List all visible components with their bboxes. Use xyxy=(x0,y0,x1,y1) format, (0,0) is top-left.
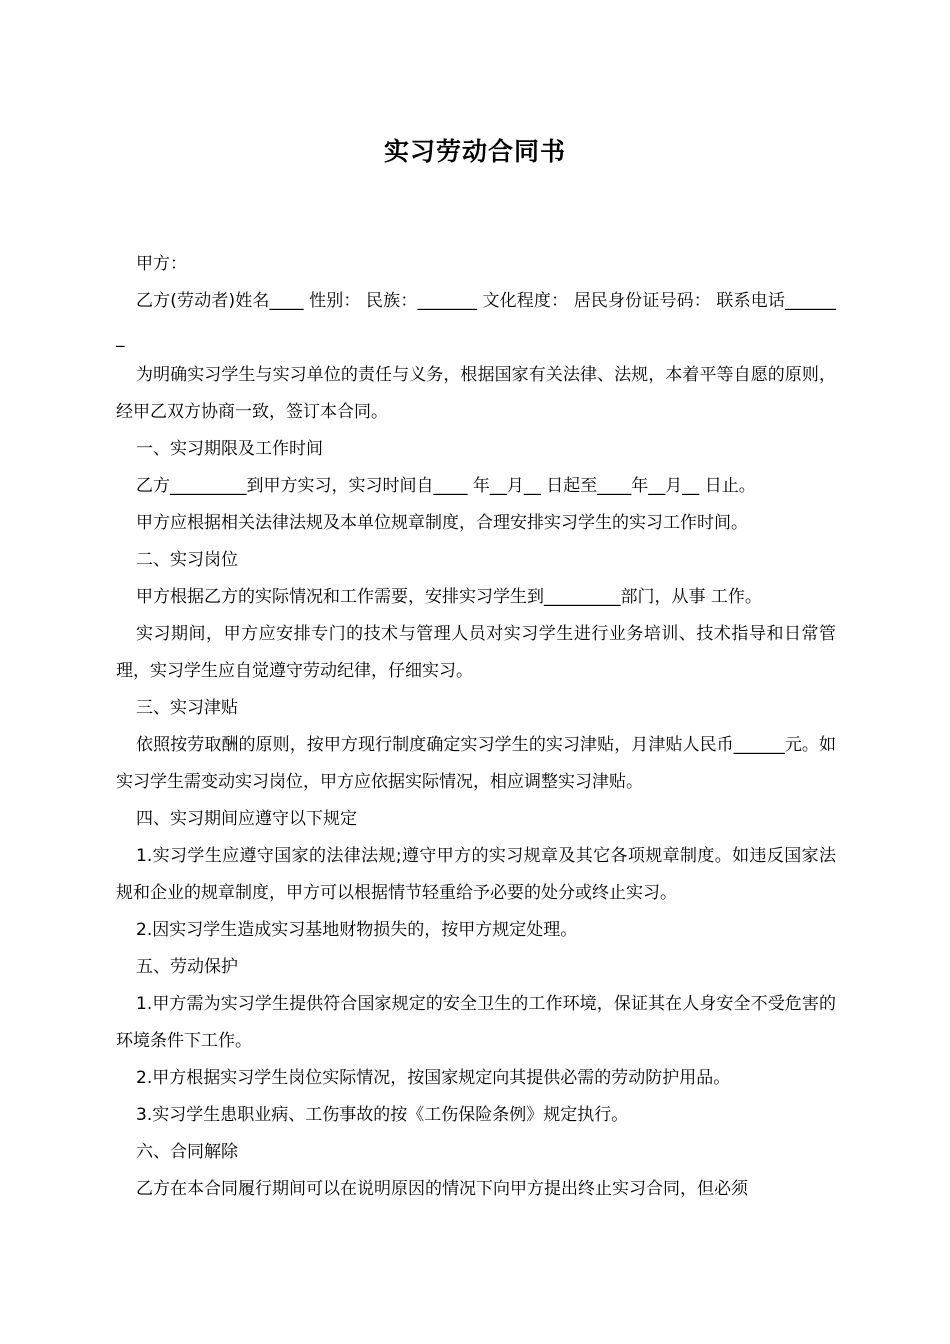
party-a-line: 甲方： xyxy=(136,254,187,274)
section-2-paragraph-1: 甲方根据乙方的实际情况和工作需要，安排实习学生到_________部门，从事 工作。 xyxy=(136,587,762,607)
section-5-item-1: 1.甲方需为实习学生提供符合国家规定的安全卫生的工作环境，保证其在人身安全不受危害的环境条件下工作。 xyxy=(116,994,836,1051)
section-1-paragraph-2: 甲方应根据相关法律法规及本单位规章制度，合理安排实习学生的实习工作时间。 xyxy=(136,513,748,533)
section-heading-3: 三、实习津贴 xyxy=(136,698,238,718)
section-heading-2: 二、实习岗位 xyxy=(136,550,238,570)
preamble-paragraph: 为明确实习学生与实习单位的责任与义务，根据国家有关法律、法规，本着平等自愿的原则，经甲乙双方协商一致，签订本合同。 xyxy=(116,365,836,422)
section-1-paragraph-1: 乙方_________到甲方实习，实习时间自____ 年__月__ 日起至____年__月__ 日止。 xyxy=(136,476,756,496)
section-4-item-1: 1.实习学生应遵守国家的法律法规;遵守甲方的实习规章及其它各项规章制度。如违反国家法规和企业的规章制度，甲方可以根据情节轻重给予必要的处分或终止实习。 xyxy=(116,846,836,903)
section-heading-4: 四、实习期间应遵守以下规定 xyxy=(136,809,357,829)
document-title: 实习劳动合同书 xyxy=(383,137,566,166)
section-3-paragraph-1: 依照按劳取酬的原则，按甲方现行制度确定实习学生的实习津贴，月津贴人民币______元。如实习学生需变动实习岗位，甲方应依据实际情况，相应调整实习津贴。 xyxy=(116,735,836,792)
section-5-item-2: 2.甲方根据实习学生岗位实际情况，按国家规定向其提供必需的劳动防护用品。 xyxy=(136,1068,731,1088)
section-heading-6: 六、合同解除 xyxy=(136,1142,238,1162)
party-b-info: 乙方(劳动者)姓名____ 性别： 民族：_______ 文化程度： 居民身份证号码： 联系电话_______ xyxy=(116,291,836,348)
section-4-item-2: 2.因实习学生造成实习基地财物损失的，按甲方规定处理。 xyxy=(136,920,578,940)
section-5-item-3: 3.实习学生患职业病、工伤事故的按《工伤保险条例》规定执行。 xyxy=(136,1105,629,1125)
section-heading-5: 五、劳动保护 xyxy=(136,957,238,977)
document-body xyxy=(116,246,836,1208)
section-6-paragraph-1: 乙方在本合同履行期间可以在说明原因的情况下向甲方提出终止实习合同，但必须 xyxy=(136,1179,748,1199)
section-heading-1: 一、实习期限及工作时间 xyxy=(136,439,323,459)
section-2-paragraph-2: 实习期间，甲方应安排专门的技术与管理人员对实习学生进行业务培训、技术指导和日常管理，实习学生应自觉遵守劳动纪律，仔细实习。 xyxy=(116,624,836,681)
